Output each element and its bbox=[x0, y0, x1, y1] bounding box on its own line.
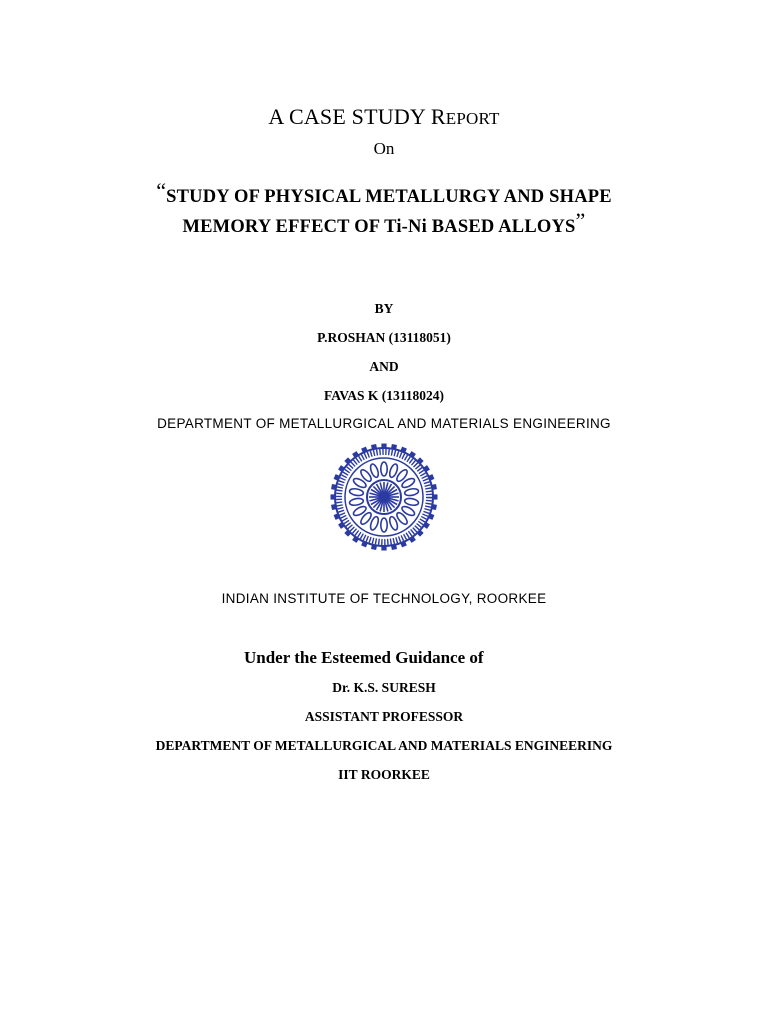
guidance-heading: Under the Esteemed Guidance of bbox=[244, 648, 484, 667]
by-label: BY bbox=[374, 301, 394, 316]
report-title-smallcaps: EPORT bbox=[445, 109, 500, 128]
guide-name: Dr. K.S. SURESH bbox=[332, 680, 436, 695]
study-title-alloy: Ti-Ni bbox=[384, 217, 427, 237]
study-title-line-1 bbox=[0, 178, 768, 208]
institute-name: INDIAN INSTITUTE OF TECHNOLOGY, ROORKEE bbox=[221, 591, 547, 606]
author-2: FAVAS K (13118024) bbox=[323, 388, 445, 403]
guide-department: DEPARTMENT OF METALLURGICAL AND MATERIALS ENGINEERING bbox=[155, 738, 613, 753]
iit-roorkee-emblem-icon bbox=[330, 443, 438, 551]
report-title bbox=[0, 104, 768, 130]
and-label: AND bbox=[369, 359, 399, 374]
guide-institute: IIT ROORKEE bbox=[338, 767, 430, 782]
guide-designation: ASSISTANT PROFESSOR bbox=[304, 709, 464, 724]
report-on: On bbox=[373, 139, 395, 158]
study-title-text-2c: BASED ALLOYS bbox=[426, 217, 576, 237]
study-title-line-2 bbox=[0, 208, 768, 238]
close-quote: ” bbox=[575, 208, 586, 233]
report-title-main: A CASE STUDY R bbox=[268, 104, 446, 129]
study-title-text-2a: MEMORY EFFECT OF bbox=[182, 217, 385, 237]
open-quote: “ bbox=[156, 178, 167, 203]
author-1: P.ROSHAN (13118051) bbox=[317, 330, 451, 345]
study-title-text-1: STUDY OF PHYSICAL METALLURGY AND SHAPE bbox=[166, 187, 612, 207]
author-department: DEPARTMENT OF METALLURGICAL AND MATERIALS ENGINEERING bbox=[157, 416, 611, 431]
